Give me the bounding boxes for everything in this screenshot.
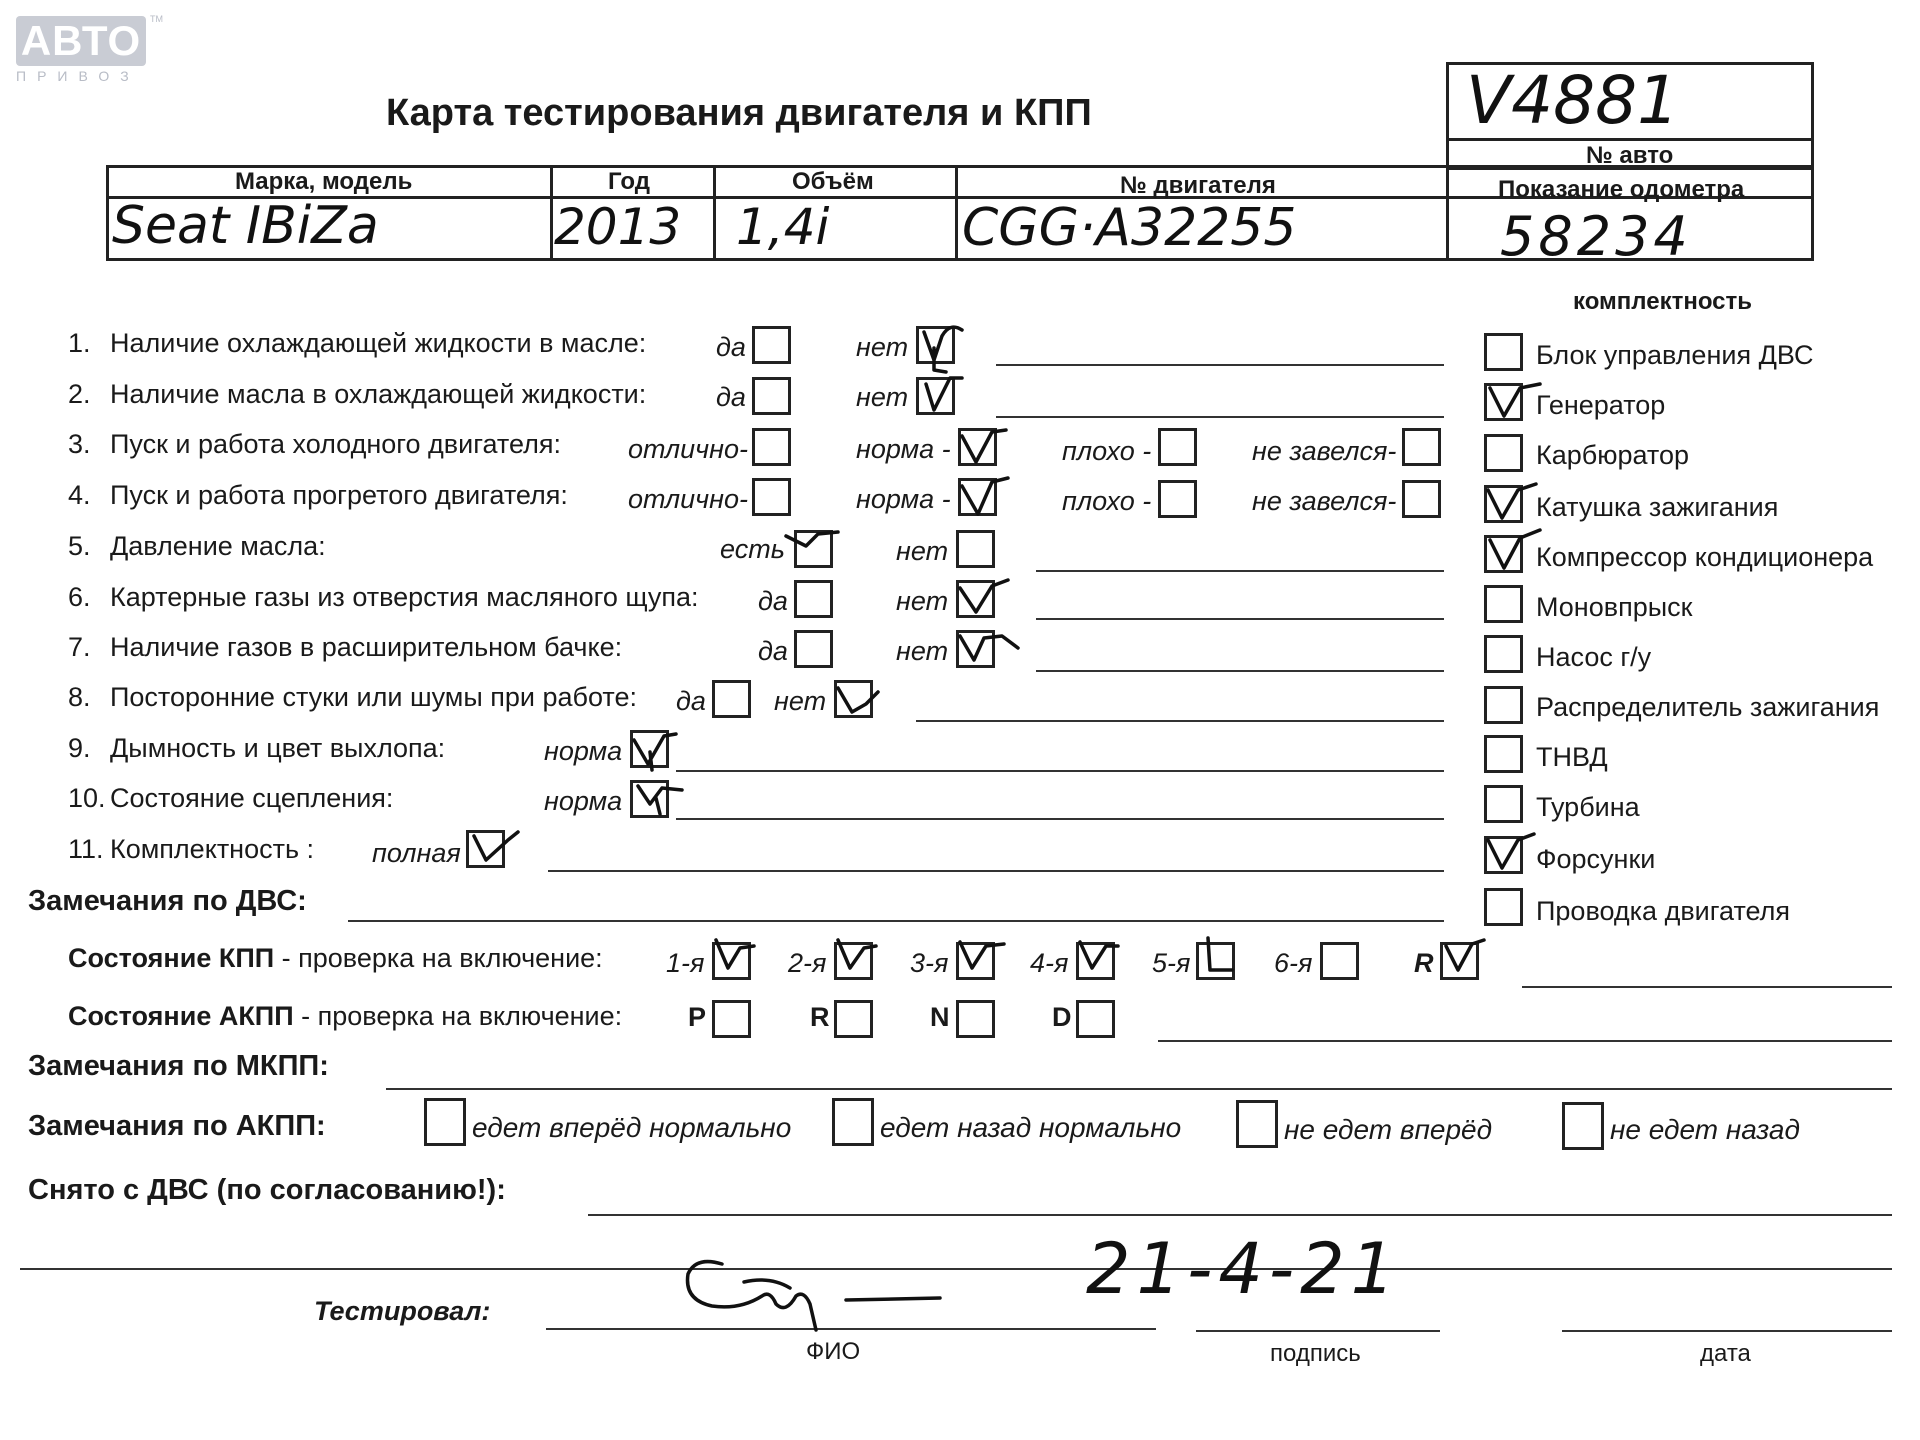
option-label: полная [372,838,461,868]
oil-pressure-yes-checkbox[interactable] [794,530,833,568]
mkpp-label [68,945,603,972]
option-label: плохо - [1062,486,1152,516]
completeness-item: Распределитель зажигания [1536,692,1880,722]
option-label: нет [774,686,827,716]
akpp-remark-option: не едет вперёд [1284,1114,1493,1145]
option-label: отлично- [628,434,748,464]
option-label: нет [856,382,909,412]
option-label: есть [720,534,785,564]
check-label: Картерные газы из отверстия масляного щупа: [110,582,699,612]
warm-start-failed-checkbox[interactable] [1402,480,1441,518]
oil-pressure-no-checkbox[interactable] [956,530,995,568]
cold-start-normal-checkbox[interactable] [958,428,997,466]
crankcase-gas-no-checkbox[interactable] [956,580,995,618]
crankcase-gas-yes-checkbox[interactable] [794,580,833,618]
option-label: норма [544,736,623,766]
option-label: да [758,636,788,666]
coolant-in-oil-yes-checkbox[interactable] [752,326,791,364]
option-label: норма [544,786,623,816]
expansion-tank-gas-no-checkbox[interactable] [956,630,995,668]
check-label: Дымность и цвет выхлопа: [110,733,446,763]
logo-subtitle: ПРИВОЗ [16,68,140,84]
no-backward-checkbox[interactable] [1562,1102,1604,1150]
signature-label: подпись [1270,1340,1361,1367]
remarks-mkpp-label: Замечания по МКПП: [28,1050,329,1082]
date-label: дата [1700,1340,1751,1367]
warm-start-normal-checkbox[interactable] [958,478,997,516]
option-label: нет [896,636,949,666]
forward-normal-checkbox[interactable] [424,1098,466,1146]
check-number: 3. [68,429,91,459]
injectors-checkbox[interactable] [1484,836,1523,874]
completeness-item: Насос г/у [1536,642,1652,672]
engine-wiring-checkbox[interactable] [1484,888,1523,926]
check-number: 5. [68,531,91,561]
check-label: Пуск и работа прогретого двигателя: [110,480,568,510]
option-label: да [716,382,746,412]
completeness-item: Форсунки [1536,844,1656,874]
check-number: 11. [68,834,104,864]
gear-5-checkbox[interactable] [1196,942,1235,980]
exhaust-normal-checkbox[interactable] [630,730,669,768]
turbine-checkbox[interactable] [1484,785,1523,823]
col-volume-header: Объём [792,168,874,195]
completeness-item: Турбина [1536,792,1640,822]
option-label: нет [896,536,949,566]
akpp-mode-label: D [1052,1002,1072,1032]
completeness-item: Блок управления ДВС [1536,340,1814,370]
expansion-tank-gas-yes-checkbox[interactable] [794,630,833,668]
akpp-d-checkbox[interactable] [1076,1000,1115,1038]
col-year-header: Год [608,168,650,195]
col-odometer-header: Показание одометра [1498,176,1745,203]
gear-label: 3-я [910,948,949,978]
completeness-title: комплектность [1573,288,1753,315]
check-label: Давление масла: [110,531,326,561]
completeness-item: Генератор [1536,390,1666,420]
completeness-item: Моновпрыск [1536,592,1693,622]
cold-start-bad-checkbox[interactable] [1158,428,1197,466]
generator-checkbox[interactable] [1484,383,1523,421]
akpp-remark-option: едет назад нормально [880,1112,1182,1143]
no-forward-checkbox[interactable] [1236,1100,1278,1148]
option-label: норма - [856,484,951,514]
check-label: Посторонние стуки или шумы при работе: [110,682,637,712]
mono-injection-checkbox[interactable] [1484,585,1523,623]
warm-start-bad-checkbox[interactable] [1158,480,1197,518]
distributor-checkbox[interactable] [1484,686,1523,724]
ecu-checkbox[interactable] [1484,333,1523,371]
vehicle-number-value: V4881 [1466,62,1680,139]
option-label: нет [856,332,909,362]
extra-noise-yes-checkbox[interactable] [712,680,751,718]
gear-label: R [1414,948,1434,978]
oil-in-coolant-no-checkbox[interactable] [916,377,955,415]
date-value: 21-4-21 [1086,1228,1402,1310]
gear-label: 5-я [1152,948,1191,978]
gear-2-checkbox[interactable] [834,942,873,980]
carburetor-checkbox[interactable] [1484,434,1523,472]
mkpp-label-rest: - проверка на включение: [274,943,603,973]
akpp-r-checkbox[interactable] [834,1000,873,1038]
remarks-engine-label: Замечания по ДВС: [28,885,307,917]
check-number: 4. [68,480,91,510]
warm-start-excellent-checkbox[interactable] [752,478,791,516]
signature-scribble [688,1262,941,1330]
check-number: 6. [68,582,91,612]
akpp-n-checkbox[interactable] [956,1000,995,1038]
completeness-item: Проводка двигателя [1536,896,1790,926]
akpp-label-bold: Состояние АКПП [68,1001,294,1031]
year-value: 2013 [554,198,682,256]
akpp-label [68,1003,622,1030]
removed-label: Снято с ДВС (по согласованию!): [28,1174,506,1206]
odometer-value: 58234 [1500,205,1692,268]
option-label: да [676,686,706,716]
akpp-remark-option: не едет назад [1610,1114,1800,1145]
check-label: Наличие охлаждающей жидкости в масле: [110,328,647,358]
completeness-item: Карбюратор [1536,440,1690,470]
check-label: Пуск и работа холодного двигателя: [110,429,561,459]
akpp-mode-label: P [688,1002,707,1032]
check-label: Комплектность : [110,834,315,864]
completeness-item: Компрессор кондиционера [1536,542,1874,572]
coolant-in-oil-no-checkbox[interactable] [916,326,955,364]
akpp-label-rest: - проверка на включение: [293,1001,623,1031]
check-number: 2. [68,379,91,409]
gear-label: 6-я [1274,948,1313,978]
akpp-p-checkbox[interactable] [712,1000,751,1038]
completeness-item: Катушка зажигания [1536,492,1779,522]
check-label: Наличие газов в расширительном бачке: [110,632,623,662]
check-number: 10. [68,783,106,813]
cold-start-excellent-checkbox[interactable] [752,428,791,466]
extra-noise-no-checkbox[interactable] [834,680,873,718]
trademark: TM [150,14,163,24]
gear-label: 4-я [1030,948,1069,978]
engine-number-value: CGG·A32255 [962,198,1297,258]
gear-6-checkbox[interactable] [1320,942,1359,980]
check-number: 9. [68,733,91,763]
page-title: Карта тестирования двигателя и КПП [386,92,1092,134]
clutch-normal-checkbox[interactable] [630,780,669,818]
gear-3-checkbox[interactable] [956,942,995,980]
option-label: да [716,332,746,362]
col-model-header: Марка, модель [235,168,413,195]
oil-in-coolant-yes-checkbox[interactable] [752,377,791,415]
gear-label: 2-я [788,948,827,978]
check-label: Состояние сцепления: [110,783,394,813]
check-number: 7. [68,632,91,662]
option-label: да [758,586,788,616]
option-label: отлично- [628,484,748,514]
ignition-coil-checkbox[interactable] [1484,485,1523,523]
akpp-mode-label: N [930,1002,950,1032]
option-label: не завелся- [1252,436,1397,466]
option-label: нет [896,586,949,616]
ac-compressor-checkbox[interactable] [1484,535,1523,573]
cold-start-failed-checkbox[interactable] [1402,428,1441,466]
injection-pump-checkbox[interactable] [1484,735,1523,773]
backward-normal-checkbox[interactable] [832,1098,874,1146]
akpp-remark-option: едет вперёд нормально [472,1112,792,1143]
volume-value: 1,4i [736,198,830,256]
akpp-mode-label: R [810,1002,830,1032]
completeness-item: ТНВД [1536,742,1608,772]
tested-by-label: Тестировал: [314,1296,491,1326]
model-value: Seat IBiZa [112,196,379,256]
gear-label: 1-я [666,948,705,978]
fio-label: ФИО [806,1338,861,1365]
option-label: не завелся- [1252,486,1397,516]
gear-reverse-checkbox[interactable] [1440,942,1479,980]
vehicle-number-label: № авто [1586,142,1674,169]
option-label: плохо - [1062,436,1152,466]
gear-1-checkbox[interactable] [712,942,751,980]
check-number: 1. [68,328,91,358]
mkpp-label-bold: Состояние КПП [68,943,275,973]
remarks-akpp-label: Замечания по АКПП: [28,1110,326,1142]
power-steering-pump-checkbox[interactable] [1484,635,1523,673]
check-label: Наличие масла в охлаждающей жидкости: [110,379,647,409]
completeness-full-checkbox[interactable] [466,830,505,868]
col-engine-number-header: № двигателя [1120,172,1276,199]
logo: АВТО [16,16,146,66]
gear-4-checkbox[interactable] [1076,942,1115,980]
option-label: норма - [856,434,951,464]
check-number: 8. [68,682,91,712]
